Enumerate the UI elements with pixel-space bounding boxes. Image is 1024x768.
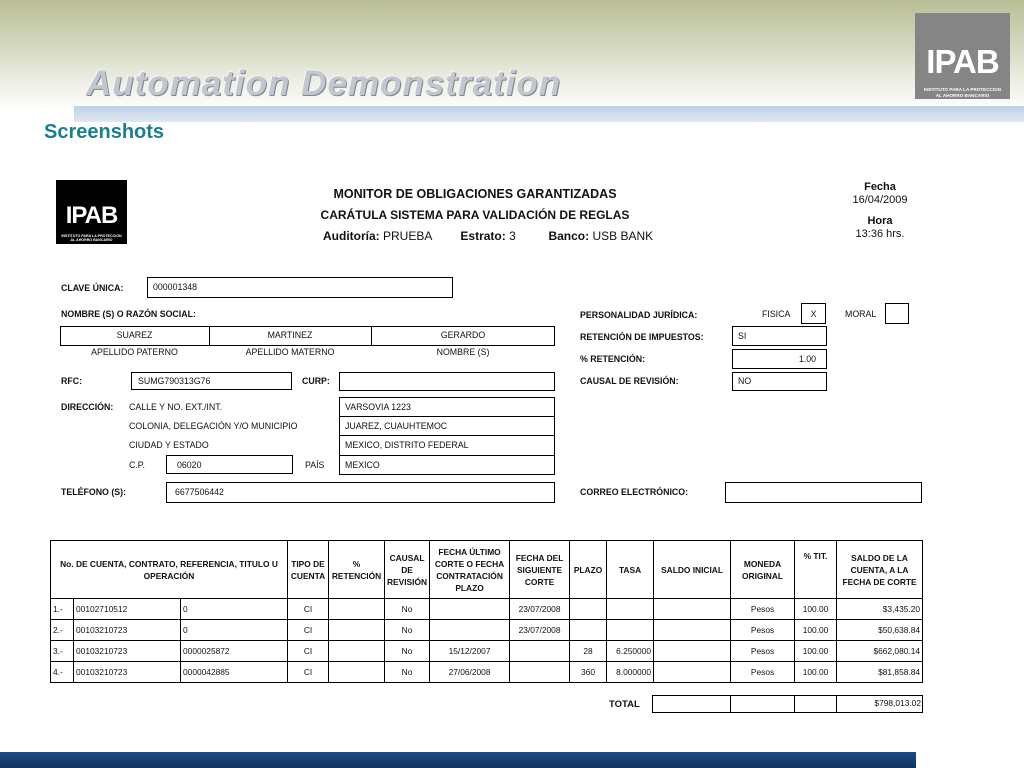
telefono-label: TELÉFONO (S): (61, 487, 126, 497)
cell-retencion (329, 641, 385, 662)
apellido-paterno-value[interactable]: SUAREZ (116, 330, 153, 340)
row-number: 4.- (51, 662, 74, 683)
cell-tit: 100.00 (795, 620, 837, 641)
address-divider-2 (339, 435, 555, 436)
causal-field[interactable] (732, 372, 827, 391)
hora-label: Hora (867, 215, 893, 227)
apellido-materno-value[interactable]: MARTINEZ (267, 330, 313, 340)
accounts-table (50, 540, 923, 683)
cell-causal: No (385, 641, 430, 662)
cell-saldo: $3,435.20 (837, 599, 923, 620)
doc-subheading: CARÁTULA SISTEMA PARA VALIDACIÓN DE REGLAS (320, 208, 630, 222)
correo-field[interactable] (725, 482, 922, 503)
total-label: TOTAL (609, 699, 640, 710)
cell-saldo-inicial (654, 662, 731, 683)
apellido-materno-label: APELLIDO MATERNO (245, 347, 335, 357)
pct-retencion-value: 1.00 (798, 354, 816, 364)
th-tasa: TASA (607, 541, 654, 599)
telefono-field[interactable] (166, 482, 555, 503)
apellido-paterno-label: APELLIDO PATERNO (91, 347, 178, 357)
doc-logo-text: IPAB (65, 202, 118, 229)
doc-ipab-logo (56, 180, 127, 244)
total-divider-1 (730, 695, 731, 713)
colonia-label: COLONIA, DELEGACIÓN Y/O MUNICIPIO (129, 421, 298, 431)
ciudad-label: CIUDAD Y ESTADO (129, 440, 209, 450)
cell-tipo: CI (288, 662, 329, 683)
curp-field[interactable] (339, 372, 555, 391)
cell-fecha-corte: 27/06/2008 (430, 662, 510, 683)
nombres-label: NOMBRE (S) (436, 347, 490, 357)
cell-tasa (607, 599, 654, 620)
audit-label: Auditoría: (323, 229, 380, 243)
cell-fecha-sig (510, 662, 570, 683)
doc-logo-tagline-1: INSTITUTO PARA LA PROTECCION (61, 234, 122, 238)
cell-referencia: 0 (181, 620, 288, 641)
pais-value[interactable]: MEXICO (345, 460, 380, 470)
calle-value[interactable]: VARSOVIA 1223 (345, 402, 411, 412)
clave-value: 000001348 (153, 282, 198, 292)
th-moneda: MONEDA ORIGINAL (731, 541, 795, 599)
fisica-checkbox[interactable] (801, 303, 826, 324)
cell-fecha-corte: 15/12/2007 (430, 641, 510, 662)
personalidad-label: PERSONALIDAD JURÍDICA: (580, 310, 698, 320)
correo-label: CORREO ELECTRÓNICO: (580, 487, 689, 497)
th-fecha-corte: FECHA ÚLTIMO CORTE O FECHA CONTRATACIÓN PLAZO (430, 541, 510, 599)
cell-retencion (329, 662, 385, 683)
cell-tit: 100.00 (795, 599, 837, 620)
cell-cuenta: 00103210723 (74, 662, 181, 683)
hora-value: 13:36 hrs. (855, 228, 905, 240)
address-divider-3 (339, 455, 555, 456)
cell-plazo (570, 599, 607, 620)
header-band (74, 106, 1024, 122)
table-row[interactable] (51, 662, 923, 683)
rfc-value: SUMG790313G76 (138, 376, 211, 386)
th-tipo: TIPO DE CUENTA (288, 541, 329, 599)
th-saldo-inicial: SALDO INICIAL (654, 541, 731, 599)
doc-heading: MONITOR DE OBLIGACIONES GARANTIZADAS (333, 187, 617, 201)
cp-value: 06020 (177, 460, 202, 470)
address-divider-1 (339, 416, 555, 417)
cell-saldo-inicial (654, 599, 731, 620)
pct-retencion-field[interactable] (732, 349, 827, 369)
row-number: 3.- (51, 641, 74, 662)
cell-moneda: Pesos (731, 641, 795, 662)
cp-label: C.P. (129, 460, 145, 470)
cell-plazo: 28 (570, 641, 607, 662)
pais-label: PAÍS (305, 460, 325, 470)
nombres-value[interactable]: GERARDO (440, 330, 486, 340)
cell-saldo: $50,638.84 (837, 620, 923, 641)
cell-fecha-corte (430, 620, 510, 641)
clave-field[interactable] (147, 277, 453, 298)
colonia-value[interactable]: JUAREZ, CUAUHTEMOC (345, 421, 448, 431)
cell-referencia: 0 (181, 599, 288, 620)
cell-plazo (570, 620, 607, 641)
cell-saldo: $662,080.14 (837, 641, 923, 662)
fecha-value: 16/04/2009 (852, 194, 908, 206)
cell-fecha-sig: 23/07/2008 (510, 599, 570, 620)
th-causal: CAUSAL DE REVISIÓN (385, 541, 430, 599)
cell-causal: No (385, 662, 430, 683)
causal-value: NO (738, 376, 752, 386)
calle-label: CALLE Y NO. EXT./INT. (129, 402, 223, 412)
cell-cuenta: 00102710512 (74, 599, 181, 620)
logo-text: IPAB (926, 43, 999, 80)
banco-value: USB BANK (592, 229, 654, 243)
nombre-label: NOMBRE (S) O RAZÓN SOCIAL: (61, 309, 196, 319)
table-row[interactable] (51, 641, 923, 662)
cell-moneda: Pesos (731, 599, 795, 620)
cp-field[interactable] (166, 455, 293, 474)
cell-saldo-inicial (654, 641, 731, 662)
th-saldo-corte: SALDO DE LA CUENTA, A LA FECHA DE CORTE (837, 541, 923, 599)
banco-label: Banco: (548, 229, 590, 243)
row-number: 1.- (51, 599, 74, 620)
th-cuenta: No. DE CUENTA, CONTRATO, REFERENCIA, TITULO U OPERACIÓN (51, 541, 288, 599)
slide-subtitle: Screenshots (44, 121, 165, 143)
cell-retencion (329, 620, 385, 641)
cell-tasa: 8.000000 (607, 662, 654, 683)
cell-saldo: $81,858.84 (837, 662, 923, 683)
fisica-value: X (810, 309, 817, 319)
doc-logo-tagline-2: AL AHORRO BANCARIO (70, 238, 113, 242)
telefono-value: 6677506442 (175, 487, 224, 497)
retencion-imp-field[interactable] (732, 326, 827, 346)
curp-label: CURP: (302, 376, 330, 386)
estrato-value: 3 (509, 229, 516, 243)
cell-tipo: CI (288, 620, 329, 641)
moral-checkbox[interactable] (885, 303, 909, 324)
cell-tit: 100.00 (795, 641, 837, 662)
cell-fecha-sig (510, 641, 570, 662)
slide-title: Automation Demonstration (86, 64, 562, 103)
logo-tagline-1: INSTITUTO PARA LA PROTECCION (923, 87, 1002, 92)
th-tit: % TIT. (795, 541, 837, 599)
cell-cuenta: 00103210723 (74, 620, 181, 641)
cell-retencion (329, 599, 385, 620)
table-row[interactable] (51, 599, 923, 620)
th-retencion: % RETENCIÓN (329, 541, 385, 599)
cell-plazo: 360 (570, 662, 607, 683)
cell-tipo: CI (288, 599, 329, 620)
causal-label: CAUSAL DE REVISIÓN: (580, 376, 679, 386)
moral-label: MORAL (845, 309, 877, 319)
cell-fecha-sig: 23/07/2008 (510, 620, 570, 641)
fecha-label: Fecha (864, 181, 896, 193)
total-value: $798,013.02 (874, 698, 921, 708)
cell-fecha-corte (430, 599, 510, 620)
retencion-imp-value: SI (738, 331, 747, 341)
rfc-field[interactable] (131, 372, 292, 390)
table-row[interactable] (51, 620, 923, 641)
cell-tasa: 6.250000 (607, 641, 654, 662)
cell-tasa (607, 620, 654, 641)
cell-causal: No (385, 599, 430, 620)
cell-saldo-inicial (654, 620, 731, 641)
cell-causal: No (385, 620, 430, 641)
direccion-label: DIRECCIÓN: (61, 402, 114, 412)
doc-audit-line (323, 229, 653, 243)
rfc-label: RFC: (61, 376, 83, 386)
table-header-row (51, 541, 923, 599)
estrato-label: Estrato: (460, 229, 506, 243)
cell-moneda: Pesos (731, 620, 795, 641)
fisica-label: FISICA (762, 309, 791, 319)
cell-moneda: Pesos (731, 662, 795, 683)
th-plazo: PLAZO (570, 541, 607, 599)
cell-tit: 100.00 (795, 662, 837, 683)
footer-bar (0, 752, 916, 768)
cell-cuenta: 00103210723 (74, 641, 181, 662)
cell-tipo: CI (288, 641, 329, 662)
th-fecha-sig: FECHA DEL SIGUIENTE CORTE (510, 541, 570, 599)
ciudad-value[interactable]: MEXICO, DISTRITO FEDERAL (345, 440, 469, 450)
total-divider-2 (794, 695, 795, 713)
clave-label: CLAVE ÚNICA: (61, 283, 124, 293)
audit-value: PRUEBA (383, 229, 432, 243)
retencion-imp-label: RETENCIÓN DE IMPUESTOS: (580, 332, 704, 342)
cell-referencia: 0000025872 (181, 641, 288, 662)
logo-tagline-2: AL AHORRO BANCARIO (935, 93, 990, 98)
row-number: 2.- (51, 620, 74, 641)
pct-retencion-label: % RETENCIÓN: (580, 354, 646, 364)
ipab-logo (915, 13, 1010, 99)
cell-referencia: 0000042885 (181, 662, 288, 683)
